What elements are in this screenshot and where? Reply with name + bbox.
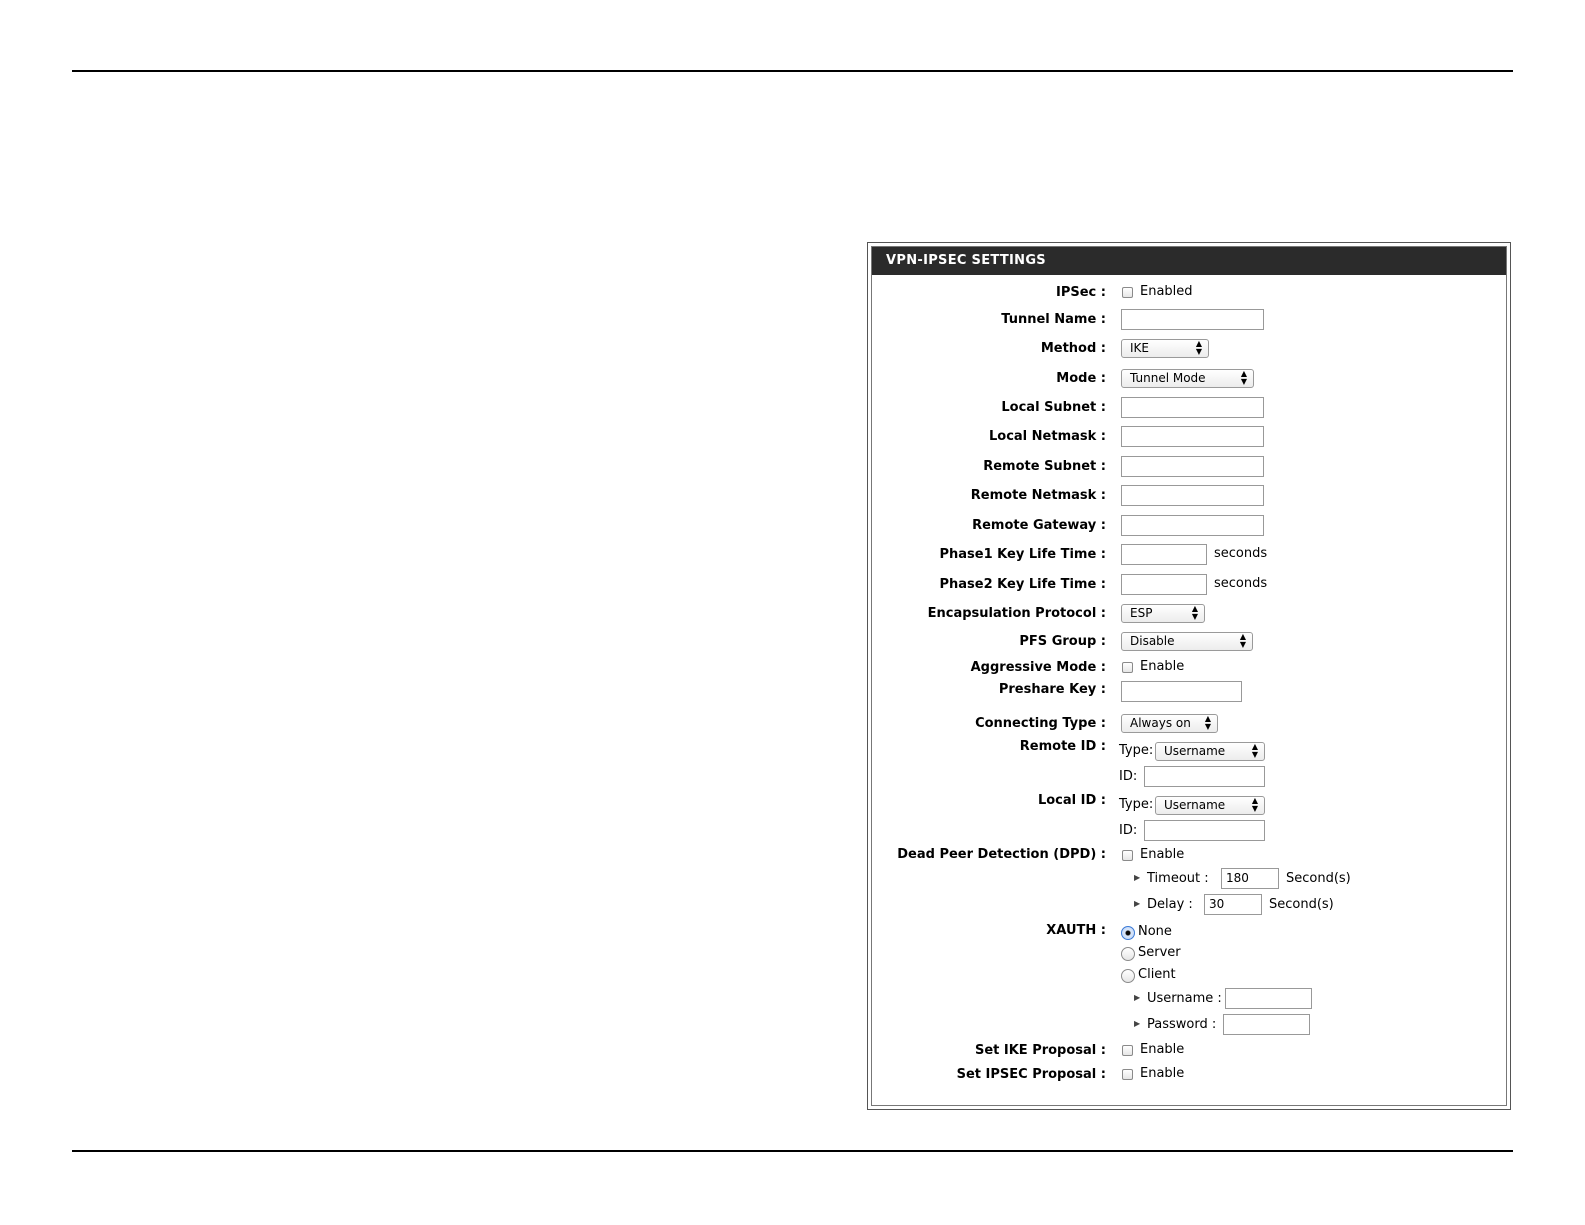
- mode-select[interactable]: [1121, 369, 1254, 388]
- top-divider: [72, 70, 1513, 72]
- remote-id-id-label: ID:: [1119, 769, 1138, 784]
- panel-inner: [871, 246, 1507, 1106]
- pfs-select[interactable]: [1121, 632, 1253, 651]
- ike-proposal-checkbox[interactable]: [1122, 1045, 1133, 1056]
- xauth-server-radio[interactable]: [1121, 947, 1135, 961]
- tunnel-name-label: Tunnel Name :: [1001, 312, 1106, 327]
- local-id-type-value: Username: [1164, 798, 1226, 812]
- xauth-client-text: Client: [1138, 967, 1176, 982]
- xauth-label: XAUTH :: [1046, 923, 1106, 938]
- aggressive-label: Aggressive Mode :: [970, 660, 1106, 675]
- local-id-input[interactable]: [1144, 820, 1265, 841]
- remote-id-type-value: Username: [1164, 744, 1226, 758]
- local-id-id-label: ID:: [1119, 823, 1138, 838]
- method-label: Method :: [1040, 341, 1106, 356]
- ike-proposal-label: Set IKE Proposal :: [974, 1043, 1106, 1058]
- ike-proposal-text: Enable: [1140, 1042, 1185, 1057]
- xauth-client-radio[interactable]: [1121, 969, 1135, 983]
- vpn-ipsec-settings-panel: [867, 242, 1511, 1110]
- connecting-select[interactable]: [1121, 714, 1218, 733]
- local-subnet-input[interactable]: [1121, 397, 1264, 418]
- aggressive-text: Enable: [1140, 659, 1185, 674]
- dpd-text: Enable: [1140, 847, 1185, 862]
- mode-label: Mode :: [1056, 371, 1106, 386]
- encap-select-value: ESP: [1130, 606, 1153, 620]
- dpd-delay-input[interactable]: 30: [1204, 894, 1262, 915]
- encap-select[interactable]: [1121, 604, 1205, 623]
- phase2-unit: seconds: [1214, 576, 1268, 591]
- mode-select-value: Tunnel Mode: [1130, 371, 1206, 385]
- dpd-delay-unit: Second(s): [1269, 897, 1334, 912]
- phase1-unit: seconds: [1214, 546, 1268, 561]
- preshare-label: Preshare Key :: [998, 682, 1106, 697]
- xauth-server-text: Server: [1138, 945, 1181, 960]
- xauth-password-input[interactable]: [1223, 1014, 1310, 1035]
- chevron-updown-icon: ▲ ▼: [1239, 632, 1246, 649]
- phase2-label: Phase2 Key Life Time :: [939, 577, 1106, 592]
- remote-id-type-label: Type:: [1119, 743, 1154, 758]
- remote-id-type-select[interactable]: [1155, 742, 1265, 761]
- local-subnet-label: Local Subnet :: [1001, 400, 1106, 415]
- xauth-username-label: Username :: [1147, 991, 1222, 1006]
- right-triangle-icon: ▶: [1134, 1019, 1141, 1028]
- chevron-updown-icon: ▲ ▼: [1191, 604, 1198, 621]
- local-netmask-input[interactable]: [1121, 426, 1264, 447]
- panel-title: VPN-IPSEC SETTINGS: [872, 247, 1506, 275]
- right-triangle-icon: ▶: [1134, 873, 1141, 882]
- phase1-label: Phase1 Key Life Time :: [939, 547, 1106, 562]
- local-id-label: Local ID :: [1037, 793, 1106, 808]
- dpd-timeout-label: Timeout :: [1147, 871, 1209, 886]
- chevron-updown-icon: ▲ ▼: [1251, 796, 1258, 813]
- remote-gateway-input[interactable]: [1121, 515, 1264, 536]
- local-id-type-select[interactable]: [1155, 796, 1265, 815]
- xauth-username-input[interactable]: [1225, 988, 1312, 1009]
- method-select-value: IKE: [1130, 341, 1149, 355]
- dpd-delay-label: Delay :: [1147, 897, 1193, 912]
- chevron-updown-icon: ▲ ▼: [1240, 369, 1247, 386]
- pfs-select-value: Disable: [1130, 634, 1175, 648]
- ipsec-proposal-checkbox[interactable]: [1122, 1069, 1133, 1080]
- xauth-password-label: Password :: [1147, 1017, 1217, 1032]
- phase1-input[interactable]: [1121, 544, 1207, 565]
- remote-id-input[interactable]: [1144, 766, 1265, 787]
- xauth-none-radio[interactable]: [1121, 926, 1135, 940]
- phase2-input[interactable]: [1121, 574, 1207, 595]
- bottom-divider: [72, 1150, 1513, 1152]
- remote-gateway-label: Remote Gateway :: [972, 518, 1106, 533]
- right-triangle-icon: ▶: [1134, 899, 1141, 908]
- tunnel-name-input[interactable]: [1121, 309, 1264, 330]
- connecting-label: Connecting Type :: [975, 716, 1106, 731]
- right-triangle-icon: ▶: [1134, 993, 1141, 1002]
- pfs-label: PFS Group :: [1019, 634, 1106, 649]
- preshare-input[interactable]: [1121, 681, 1242, 702]
- dpd-label: Dead Peer Detection (DPD) :: [897, 847, 1106, 862]
- ipsec-proposal-text: Enable: [1140, 1066, 1185, 1081]
- local-netmask-label: Local Netmask :: [988, 429, 1106, 444]
- dpd-timeout-input[interactable]: 180: [1221, 868, 1279, 889]
- xauth-none-text: None: [1138, 924, 1172, 939]
- chevron-updown-icon: ▲ ▼: [1251, 742, 1258, 759]
- chevron-updown-icon: ▲ ▼: [1204, 714, 1211, 731]
- ipsec-enabled-text: Enabled: [1140, 284, 1193, 299]
- dpd-checkbox[interactable]: [1122, 850, 1133, 861]
- ipsec-enabled-checkbox[interactable]: [1122, 287, 1133, 298]
- connecting-select-value: Always on: [1130, 716, 1191, 730]
- remote-netmask-input[interactable]: [1121, 485, 1264, 506]
- ipsec-label: IPSec :: [1056, 285, 1106, 300]
- ipsec-proposal-label: Set IPSEC Proposal :: [956, 1067, 1106, 1082]
- dpd-timeout-unit: Second(s): [1286, 871, 1351, 886]
- remote-netmask-label: Remote Netmask :: [970, 488, 1106, 503]
- remote-subnet-input[interactable]: [1121, 456, 1264, 477]
- chevron-updown-icon: ▲ ▼: [1195, 339, 1202, 356]
- aggressive-checkbox[interactable]: [1122, 662, 1133, 673]
- method-select[interactable]: [1121, 339, 1209, 358]
- remote-id-label: Remote ID :: [1019, 739, 1106, 754]
- local-id-type-label: Type:: [1119, 797, 1154, 812]
- remote-subnet-label: Remote Subnet :: [983, 459, 1106, 474]
- encap-label: Encapsulation Protocol :: [927, 606, 1106, 621]
